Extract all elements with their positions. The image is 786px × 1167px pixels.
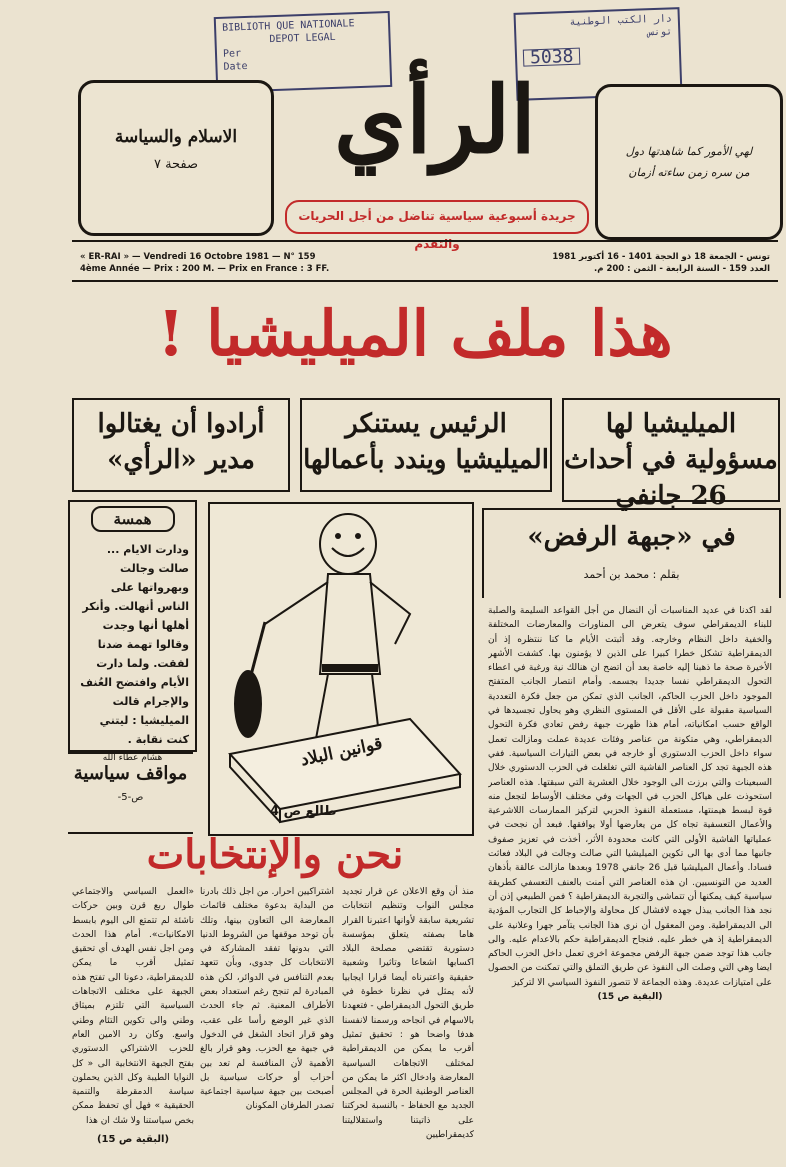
hams-box — [68, 500, 197, 763]
side-box-left — [78, 80, 274, 236]
headline-assassination: أرادوا أن يغتالوا مدير «الرأي» — [97, 409, 265, 475]
elections-col3 — [72, 885, 194, 1131]
side-box-left-page: صفحة ٧ — [153, 157, 199, 172]
rafd-body-text: لقد اكدنا في عديد المناسبات أن النضال من أجل القواعد السليمة والصلبة للبناء الديمقراطي سوف يتعرض الى المناورات والمعارضات المختلفة والخفية داخل النظام وخارجه. وقد أثبتت الأيام ما كنا ننتظره إذ أن الديمقراطية تشكل خطرا كبيرا على الذين لا يؤمنون بها. كشفت الأشهر الأخيرة صحة ما ذهبنا إليه خاصة بعد أن اتضح ان هنالك نية ورغبة في اعطاء التحول الديمقراطي نفسا جديدا بجسمه. وأمام انتصار الجانب المتفتح الموجود داخل الحزب الحاكم، الجانب الذي تمكن من جعل فكرة التعددية السياسية مقبولة على الأقل في المستوى النظري وهو يحاول تجسيدها في الواقع حسب امكانياته، أمام هذا ظهرت جبهة رفض تعادي فكرة التحول الديمقراطي، وهي متكونة من عناصر وفئات عديدة عملت ومازالت تعمل سواء داخل الحزب الدستوري أو خارجه في بعض التيارات السياسية. ففي هذه الجبهة تجد كل العناصر الفاشية التي تغلغلت في الحزب الدستوري خلال السبعينات والتي برزت الى الوجود خلال العشرية التي سبقتها. هذه العناصر استحوذت على هياكل الحزب في الجهات وفي مختلف الأوساط لتجعل منه قوة لبسط هيمنتها، مستعملة النفوذ الحزبي لتركيز الممارسات اللاشرعية والأعمال التعسفية تجاه كل من يعارضها أولا يوافقها. فبعد أن نجحت في عملياتها الفاشية الأولى التي كانت محدودة الأثر، أخذت في تعزيز صفوف جانبها مما أدى بها الى تكوين الميليشيا التي صالت وجالت في البلاد فعاثت فسادا. وأعمال الميليشيا قبل 26 جانفي 1978 وبعدها مازالت عالقة بأذهان العديد من التونسيين. ان هذه العناصر التي أمنت بالعنف التعسفي كطريقة سياسية كيف يمكنها أن تتماشى والتجربة الديمقراطية ؟ فمن الطبيعي إذن أن نجد هذا الجانب يبذل جهده لافشال كل محاولة والإحباط كل التجارب المؤدية الى الديمقراطية. ومن المعقول أن نرى هذا الجانب يتآمر جهرا وعلانية على الديمقراطية إذ هي خطر عليه. فنجاح الديمقراطية حكم بالاعدام عليه. والى جانب هذا توجد ضمن جبهة الرفض مجموعة اخرى تعمل داخل الحزب الحاكم ايضا وهي التي وصلت الى النفوذ عن طريق التملق والتي تمكنت من الحصول على امتيازات عديدة. وهذه الجماعة لا تتصور النفوذ السياسي الا لتركيز — [488, 606, 772, 988]
cartoon-caption: طالع ص 4 — [270, 804, 337, 819]
stamp-left-line3: Per — [222, 48, 242, 60]
main-headline: هذا ملف الميليشيا ! — [157, 297, 673, 370]
hams-title: همسة — [91, 506, 175, 532]
rafd-body — [488, 604, 772, 1144]
mawaqif-ref: ص-5- — [117, 792, 144, 803]
stamp-left-line1: BIBLIOTH QUE NATIONALE — [221, 18, 355, 34]
elections-col3-text: «العمل السياسي والاجتماعي طوال ربع قرن وبين حركات ناشئة لم تتمتع الى اليوم بابسط الامكانيات». أمام هذا الحدث ومن اجل نفس الهدف أي تحقيق تمثيل أقرب ما يمكن للديمقراطية، دعونا الى تفتح هذه الجبهة على مختلف الاتجاهات السياسية التي تلتزم بميثاق وطني والى تكوين التئام وطني واسع. وكان رد الامين العام للحزب الاشتراكي الدستوري بفتح الجبهة الانتخابية الى « كل النوايا الطيبة وكل الذين يحملون سياسة الدمقرطة والتنمية الحقيقية » فهل أي تحفظ ممكن بخص سياستنا ولا شك ان هذا — [72, 887, 194, 1126]
side-box-right-line2: من سره زمن ساءته أزمان — [628, 166, 750, 179]
elections-continued: (البقية ص 15) — [96, 1134, 170, 1145]
rafd-header-box — [482, 508, 781, 598]
issue-info-french-line1: « ER-RAI » — Vendredi 16 Octobre 1981 — N° 159 — [80, 252, 316, 262]
issue-info-arabic — [470, 251, 770, 275]
side-box-right — [595, 84, 783, 240]
rafd-continued: (البقية ص 15) — [597, 992, 663, 1003]
issue-info-arabic-line1: تونس - الجمعة 18 ذو الحجة 1401 - 16 أكتوبر 1981 — [552, 252, 770, 262]
headline-militia-responsibility: الميليشيا لها مسؤولية في أحداث 26 جانفي — [564, 409, 778, 511]
mawaqif-title: مواقف سياسية — [73, 763, 188, 784]
elections-headline: نحن والإنتخابات — [146, 831, 404, 878]
headline-box-militia-responsibility — [562, 398, 780, 511]
headline-president: الرئيس يستنكر الميليشيا ويندد بأعمالها — [303, 409, 549, 475]
issue-info-arabic-line2: العدد 159 - السنة الرابعة - الثمن : 200 م. — [594, 264, 770, 274]
headline-box-president — [300, 398, 552, 492]
side-box-left-title: الاسلام والسياسة — [114, 127, 238, 147]
headline-box-assassination — [72, 398, 290, 492]
masthead — [280, 60, 590, 210]
side-box-right-line1: لهي الأمور كما شاهدتها دول — [625, 145, 753, 158]
issue-info-french-line2: 4ème Année — Prix : 200 M. — Prix en France : 3 FF. — [80, 264, 330, 274]
elections-col1-text: منذ أن وقع الاعلان عن قرار تجديد مجلس النواب وتنظيم انتخابات تشريعية سابقة لأوانها اعتبرنا القرار هاما بصفته يتعلق بمؤسسة دستورية تقتضي مصلحة البلاد اكسابها اشعاعا وتاثيرا وشعبية حقيقية واعتبرناه أيضا قرارا ايجابيا لأنه يمثل في نظرنا خطوة في طريق التحول الديمقراطي - فتعهدنا بالاسهام في انجاحه ورسمنا لانفسنا هدفا واضحا هو : تحقيق تمثيل أقرب ما يمكن من الديمقراطية لمختلف الاتجاهات السياسية المعارضة وادخال اكثر ما يمكن من العناصر الوطنية الحرة في المجلس الجديد مع الحفاظ - بالنسبة لحركتنا على ذاتيتنا واستقلاليتنا كديمقراطيين — [342, 887, 474, 1141]
cartoon — [208, 502, 474, 836]
stamp-right-line2: تونس — [648, 26, 673, 39]
cartoon-drawing — [210, 504, 472, 834]
elections-col2-text: اشتراكيين احرار. من اجل ذلك بادرنا من البداية بدعوة مختلف قائمات المعارضة الى التعاون بينها، وتلك بأن توحد موقفها من الشروط الدنيا التي بدونها تفقد المشاركة في الانتخابات كل جدوى، وبأن تتعهد بعدم التنافس في الدوائر، لكن هذه المبادرة لم تنجح رغم استعداد بعض الأطراف المعنية. ثم جاء الحدث الذي غير الوضع رأسا على عقب، وهو قرار اتحاد الشغل في الدخول في جبهة مع الحزب. وهو قرار بالغ الأهمية لأن المنافسة لم تعد بين أحزاب أو حركات سياسية بل أصبحت بين جبهة سياسية اجتماعية تصدر الطرفان المكونان — [200, 887, 334, 1112]
hams-body: ودارت الايام ... صالت وجالت وبهرواتها على الناس أنهالت. وأنكر أهلها أنها وجدت وقالوا تهمة ضدنا لفقت. ولما دارت الأيام وافتضح العُنف والإجرام قالت الميليشيا : ليتني كنت نقابة . — [80, 543, 189, 746]
rafd-title: في «جبهة الرفض» — [527, 522, 736, 552]
stamp-left-line2: DEPOT LEGAL — [269, 31, 336, 46]
stamp-right-line1: دار الكتب الوطنية — [569, 13, 673, 28]
masthead-tagline: جريدة أسبوعية سياسية تناضل من أجل الحريات والتقدم — [285, 200, 589, 234]
issue-info-french — [80, 251, 380, 275]
elections-col2 — [200, 885, 334, 1155]
hams-author: هشام عطاء الله — [102, 753, 163, 763]
elections-col1 — [342, 885, 474, 1155]
cartoon-book-title: قوانين البلاد — [298, 733, 385, 771]
stamp-left-line4: Date — [223, 60, 248, 73]
rafd-byline: بقلم : محمد بن أحمد — [583, 568, 680, 581]
mawaqif-box — [68, 752, 193, 834]
top-rule — [72, 240, 778, 242]
masthead-title: الرأي — [334, 66, 536, 174]
info-rule — [72, 280, 778, 282]
stamp-number: 5038 — [523, 48, 581, 67]
